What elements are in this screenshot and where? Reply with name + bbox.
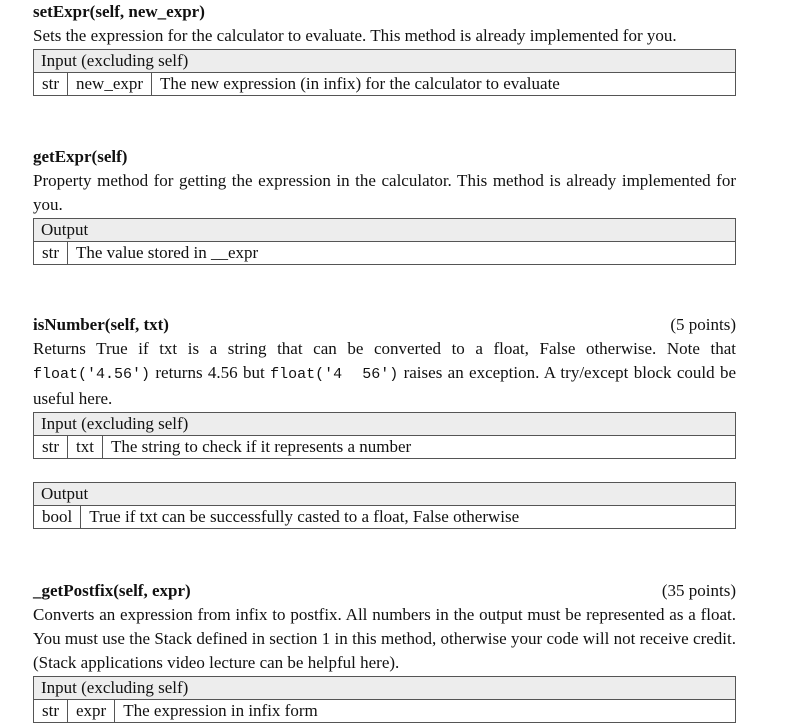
code-snippet: float('4 56') <box>270 366 399 383</box>
getexpr-description: Property method for getting the expression in the calculator. This method is already implemented for you. <box>33 171 736 214</box>
output-description: The value stored in __expr <box>68 242 736 265</box>
param-type: str <box>34 436 68 459</box>
getexpr-section <box>33 145 736 265</box>
desc-text: returns 4.56 but <box>150 363 271 382</box>
isnumber-section <box>33 313 736 529</box>
desc-text: Returns True if txt is a string that can be converted to a float, False otherwise. Note that <box>33 339 736 358</box>
param-description: The new expression (in infix) for the calculator to evaluate <box>152 73 736 96</box>
output-type: str <box>34 242 68 265</box>
table-row <box>34 73 736 96</box>
param-description: The expression in infix form <box>115 700 736 723</box>
param-type: str <box>34 73 68 96</box>
isnumber-points: (5 points) <box>670 315 736 334</box>
getexpr-signature: getExpr(self) <box>33 147 128 166</box>
isnumber-signature: isNumber(self, txt) <box>33 315 169 334</box>
isnumber-heading <box>33 313 736 337</box>
getpostfix-section <box>33 579 736 723</box>
getpostfix-points: (35 points) <box>661 581 736 600</box>
setexpr-input-table <box>33 49 736 96</box>
table-row <box>34 506 736 529</box>
isnumber-input-table <box>33 412 736 459</box>
table-row <box>34 242 736 265</box>
getpostfix-heading <box>33 579 736 603</box>
table-header: Input (excluding self) <box>34 413 736 436</box>
getpostfix-description: Converts an expression from infix to postfix. All numbers in the output must be represented as a float. You must use the Stack defined in section 1 in this method, otherwise your code will not receive credit. (Stack applications video lecture can be helpful here). <box>33 605 736 672</box>
setexpr-description: Sets the expression for the calculator to evaluate. This method is already implemented for you. <box>33 26 677 45</box>
getpostfix-input-table <box>33 676 736 723</box>
param-name: new_expr <box>68 73 152 96</box>
isnumber-output-table <box>33 482 736 529</box>
table-header: Output <box>34 219 736 242</box>
output-description: True if txt can be successfully casted to a float, False otherwise <box>81 506 736 529</box>
param-name: txt <box>68 436 103 459</box>
param-type: str <box>34 700 68 723</box>
output-type: bool <box>34 506 81 529</box>
getexpr-heading <box>33 145 736 169</box>
param-name: expr <box>68 700 115 723</box>
table-row <box>34 436 736 459</box>
getpostfix-signature: _getPostfix(self, expr) <box>33 581 191 600</box>
table-header: Output <box>34 483 736 506</box>
table-row <box>34 700 736 723</box>
setexpr-heading <box>33 0 736 24</box>
isnumber-description <box>33 337 736 411</box>
setexpr-signature: setExpr(self, new_expr) <box>33 2 205 21</box>
code-snippet: float('4.56') <box>33 366 151 383</box>
getexpr-output-table <box>33 218 736 265</box>
setexpr-section <box>33 0 736 96</box>
param-description: The string to check if it represents a number <box>102 436 735 459</box>
table-header: Input (excluding self) <box>34 50 736 73</box>
table-header: Input (excluding self) <box>34 677 736 700</box>
desc-text: raises an exception. A try/except block could be useful here. <box>33 363 736 408</box>
